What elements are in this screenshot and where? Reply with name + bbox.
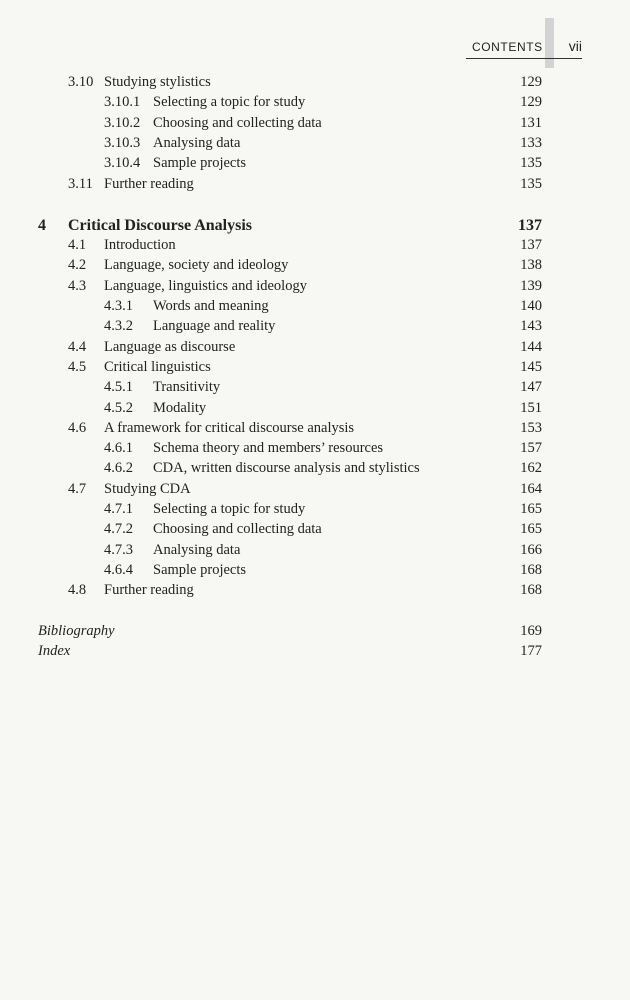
toc-entry-title: Language as discourse [104, 338, 236, 355]
toc-entry-title: Further reading [104, 175, 194, 192]
toc-entry [0, 316, 630, 336]
toc-entry-number: 4.6.1 [104, 440, 133, 457]
toc-entry-page: 168 [520, 561, 542, 578]
toc-entry-number: 4.7.3 [104, 541, 133, 558]
toc-entry-number: 4.7 [68, 480, 87, 497]
toc-entry-number: 3.10 [68, 74, 94, 90]
back-matter-page: 169 [520, 622, 542, 639]
toc-entry-page: 144 [520, 338, 542, 355]
toc-entry [0, 296, 630, 316]
toc-entry-number: 3.10.3 [104, 134, 141, 151]
toc-entry [0, 174, 630, 194]
toc-chapter-entry [0, 215, 630, 237]
toc-entry-page: 151 [520, 399, 542, 416]
toc-entry-number: 3.10.1 [104, 94, 141, 111]
running-head-label: CONTENTS [471, 40, 543, 54]
toc-entry-title: Transitivity [153, 379, 221, 396]
toc-entry-title: Further reading [104, 582, 194, 599]
toc-entry-title: Choosing and collecting data [153, 114, 322, 131]
toc-entry-page: 140 [520, 298, 542, 314]
running-head-page-number: vii [568, 38, 582, 54]
toc-entry [0, 560, 630, 580]
back-matter-title: Index [38, 642, 71, 659]
toc-entry-page: 137 [518, 216, 542, 234]
toc-entry-title: Schema theory and members’ resources [153, 440, 384, 457]
toc-entry-title: Critical linguistics [104, 358, 211, 375]
toc-entry [0, 418, 630, 438]
toc-entry-title: Words and meaning [153, 298, 269, 314]
toc-entry-title: Choosing and collecting data [153, 521, 322, 538]
toc-entry-number: 4.6.2 [104, 460, 133, 477]
toc-entry-title: Critical Discourse Analysis [68, 216, 252, 234]
toc-entry-number: 4.1 [68, 237, 87, 254]
toc-entry-page: 164 [520, 480, 542, 497]
toc-entry [0, 357, 630, 377]
toc-entry-page: 131 [520, 114, 542, 131]
toc-entry-page: 138 [520, 257, 542, 274]
toc-entry-number: 4.4 [68, 338, 87, 355]
toc-entry-number: 3.11 [68, 175, 93, 192]
toc-entry [0, 72, 630, 92]
toc-entry-title: Language, society and ideology [104, 257, 289, 274]
toc-entry-title: CDA, written discourse analysis and stylistics [153, 460, 420, 477]
toc-entry-title: Analysing data [153, 134, 241, 151]
running-head [472, 38, 582, 54]
toc-entry-page: 153 [520, 419, 542, 436]
toc-entry [0, 580, 630, 600]
toc-entry-title: Studying stylistics [104, 74, 211, 90]
toc-entry [0, 276, 630, 296]
back-matter-entry [0, 621, 630, 641]
toc-entry-number: 4.5.2 [104, 399, 133, 416]
back-matter-page: 177 [520, 642, 542, 659]
toc-entry-number: 4.3.2 [104, 318, 133, 335]
toc-entry-page: 166 [520, 541, 542, 558]
toc-entry [0, 499, 630, 519]
toc-entry [0, 337, 630, 357]
toc-entry-number: 4.8 [68, 582, 87, 599]
toc-entry-title: Introduction [104, 237, 176, 254]
toc-entry [0, 255, 630, 275]
toc-entry-number: 4.7.2 [104, 521, 133, 538]
toc-entry-number: 4.6.4 [104, 561, 133, 578]
toc-entry-number: 4 [38, 216, 46, 234]
toc-entry-number: 3.10.2 [104, 114, 141, 131]
toc-entry [0, 398, 630, 418]
header-rule [466, 58, 582, 59]
toc-entry-number: 4.3 [68, 277, 87, 294]
toc-entry [0, 519, 630, 539]
toc-entry-page: 139 [520, 277, 542, 294]
toc-entry-number: 4.2 [68, 257, 87, 274]
toc-entry-page: 165 [520, 501, 542, 517]
toc-entry-number: 4.6 [68, 419, 87, 436]
toc-entry-title: Modality [153, 399, 207, 416]
toc-entry-page: 143 [520, 318, 542, 335]
toc-entry-title: Studying CDA [104, 480, 191, 497]
toc-entry [0, 92, 630, 112]
toc-entry-number: 4.7.1 [104, 501, 133, 517]
toc-entry-number: 4.5.1 [104, 379, 133, 396]
toc-entry-title: Language and reality [153, 318, 276, 335]
toc-entry-page: 147 [520, 379, 542, 396]
toc-entry-number: 3.10.4 [104, 155, 141, 172]
toc-entry-page: 165 [520, 521, 542, 538]
toc-entry [0, 133, 630, 153]
toc-entry-page: 157 [520, 440, 542, 457]
toc-entry-title: A framework for critical discourse analysis [104, 419, 355, 436]
toc-entry [0, 540, 630, 560]
toc-entry-page: 162 [520, 460, 542, 477]
toc-entry-page: 145 [520, 358, 542, 375]
toc-entry [0, 235, 630, 255]
toc-entry-number: 4.3.1 [104, 298, 133, 314]
toc-entry-page: 129 [520, 94, 542, 111]
toc-entry [0, 438, 630, 458]
toc-entry-title: Selecting a topic for study [153, 94, 306, 111]
toc-entry-title: Sample projects [153, 561, 247, 578]
back-matter-title: Bibliography [38, 622, 115, 639]
toc-entry-page: 129 [520, 74, 542, 90]
toc-entry [0, 458, 630, 478]
toc-entry-number: 4.5 [68, 358, 87, 375]
back-matter-entry [0, 641, 630, 661]
toc-entry-page: 133 [520, 134, 542, 151]
toc-entry-page: 168 [520, 582, 542, 599]
toc-entry-page: 137 [520, 237, 542, 254]
toc-entry-title: Selecting a topic for study [153, 501, 306, 517]
toc-entry-title: Sample projects [153, 155, 247, 172]
toc-entry [0, 113, 630, 133]
toc-entry-page: 135 [520, 155, 542, 172]
toc-entry [0, 479, 630, 499]
toc-entry-page: 135 [520, 175, 542, 192]
toc-entry-title: Language, linguistics and ideology [104, 277, 307, 294]
toc-entry [0, 377, 630, 397]
toc-entry [0, 153, 630, 173]
toc-entry-title: Analysing data [153, 541, 241, 558]
